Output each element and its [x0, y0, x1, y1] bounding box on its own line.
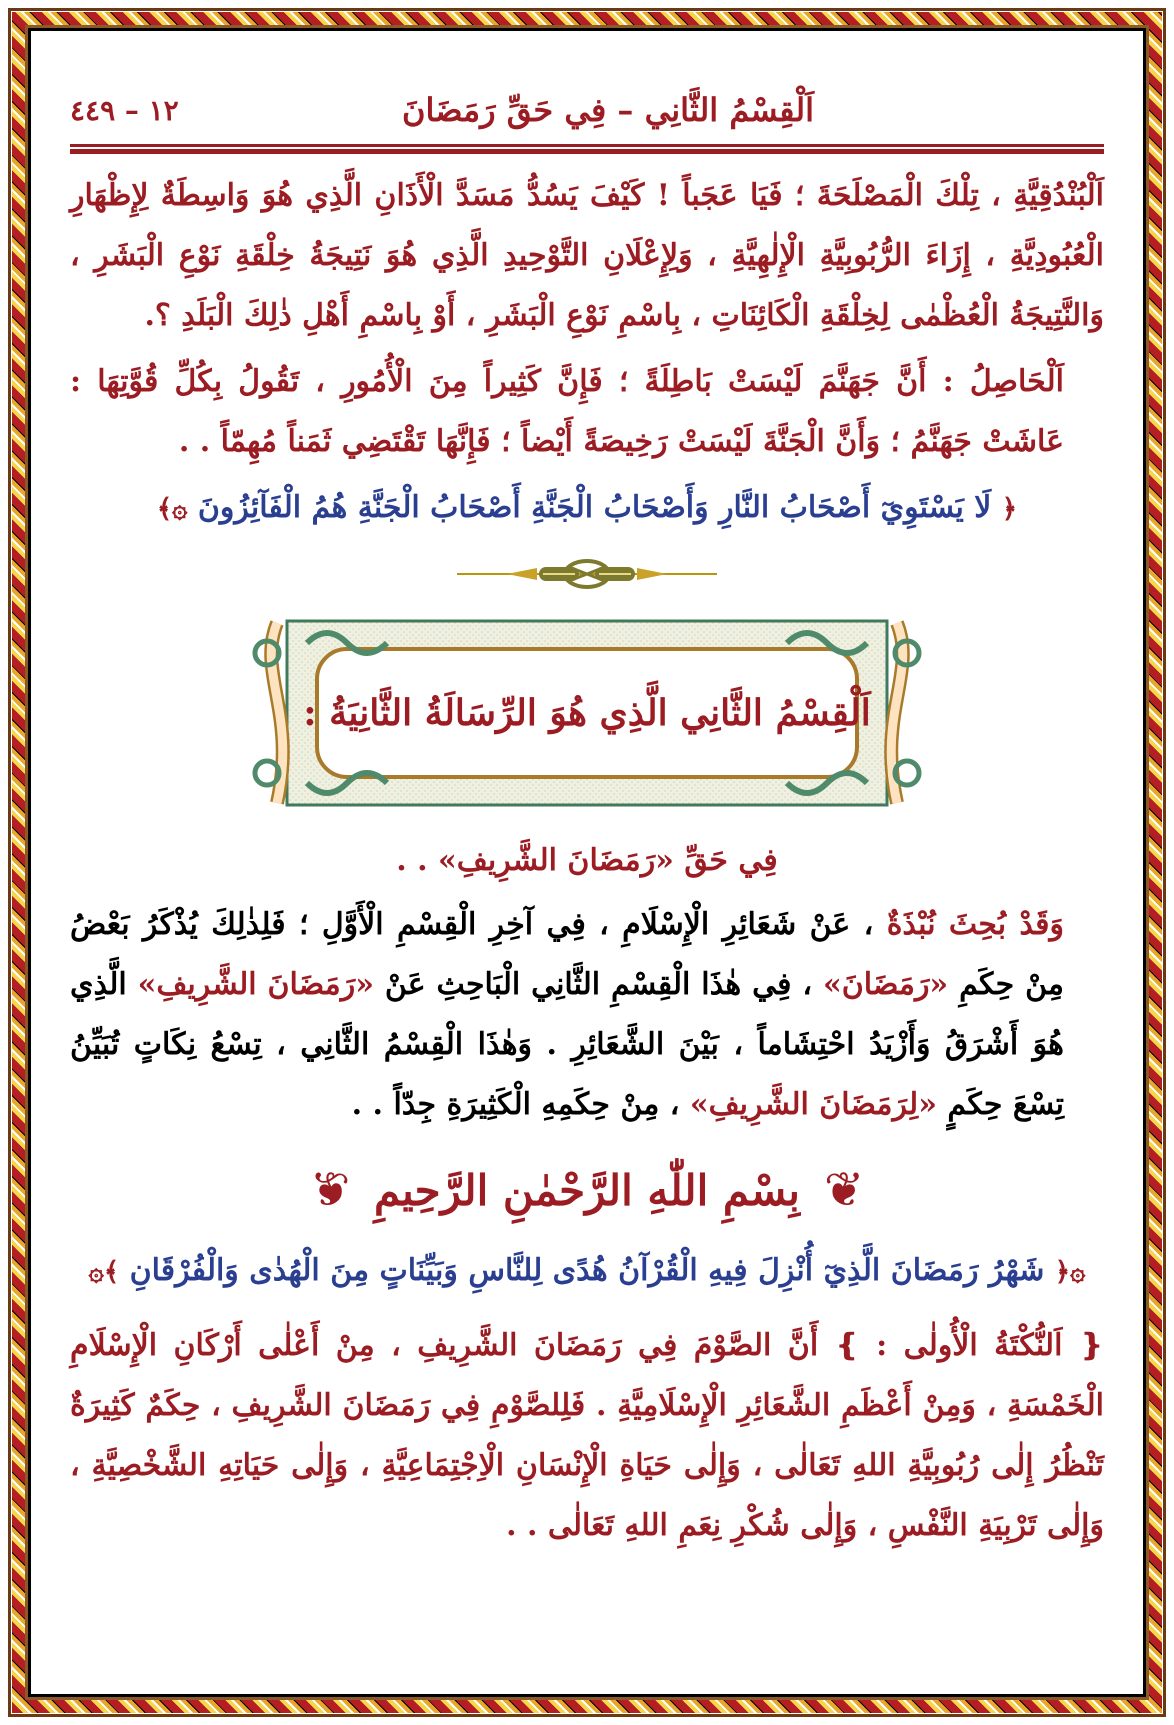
verse-1-text: لَا يَسْتَوِيٓ أَصْحَابُ النَّارِ وَأَصْحَابُ الْجَنَّةِ أَصْحَابُ الْجَنَّةِ هُمُ الْفَآئِزُونَ [197, 490, 992, 525]
verse-2-text: شَهْرُ رَمَضَانَ الَّذِيٓ أُنْزِلَ فِيهِ الْقُرْآنُ هُدًى لِلنَّاسِ وَبَيِّنَاتٍ مِنَ الْهُدٰى وَالْفُرْقَانِ [129, 1253, 1045, 1288]
bismillah-calligraphy [70, 1145, 1104, 1235]
intro-paragraph [70, 895, 1104, 1135]
page-number: ١٢ – ٤٤٩ [70, 93, 179, 127]
header-double-rule [70, 144, 1104, 154]
nukta-1-paragraph [70, 1316, 1104, 1556]
intro-text-4: ، فِي هٰذَا الْقِسْمِ الثَّانِي الْبَاحِثِ عَنْ [373, 967, 823, 1002]
intro-open-quote: « [918, 1087, 937, 1122]
nukta-open-bracket-icon: ❴ [1078, 1328, 1104, 1363]
section-title: اَلْقِسْمُ الثَّانِي الَّذِي هُوَ الرِّسَالَةُ الثَّانِيَةُ : [303, 692, 871, 734]
paragraph-2: اَلْحَاصِلُ : أَنَّ جَهَنَّمَ لَيْسَتْ بَاطِلَةً ؛ فَإِنَّ كَثِيراً مِنَ الْأُمُورِ ، تَقُولُ بِكُلِّ قُوَّتِهَا : عَاشَتْ جَهَنَّمُ ؛ وَأَنَّ الْجَنَّةَ لَيْسَتْ رَخِيصَةً أَيْضاً ؛ فَإِنَّهَا تَقْتَضِي ثَمَناً مُهِمّاً . . [70, 364, 1064, 459]
intro-highlight-1: وَقَدْ بُحِثَ نُبْذَةٌ [886, 907, 1064, 942]
intro-text-6: الَّذِي هُوَ أَشْرَقُ وَأَزْيَدُ احْتِشَاماً ، بَيْنَ الشَّعَائِرِ . وَهٰذَا الْقِسْمُ الثَّانِي ، تِسْعُ نِكَاتٍ تُبَيِّنُ تِسْعَ حِكَمٍ [70, 967, 1064, 1122]
quran-verse-2 [70, 1241, 1104, 1302]
bismillah-left-ornament-icon: ❦ [309, 1162, 351, 1218]
intro-highlight-ramadan-sharif: «رَمَضَانَ الشَّرِيفِ» [137, 967, 374, 1002]
verse-2-open-bracket-icon: ۞﴿ [1054, 1257, 1086, 1287]
running-header [70, 80, 1104, 140]
intro-highlight-ramadan: «رَمَضَانَ» [822, 967, 949, 1002]
intro-text-2: ، عَنْ شَعَائِرِ الْإِسْلَامِ ، فِي آخِرِ الْقِسْمِ الْأَوَّلِ ؛ فَلِذٰلِكَ يُذْكَرُ بَعْضُ مِنْ حِكَمِ [70, 907, 1064, 1002]
ornamental-divider [70, 549, 1104, 599]
section-subheading: فِي حَقِّ «رَمَضَانَ الشَّرِيفِ» . . [396, 843, 778, 878]
quran-verse-1 [70, 478, 1104, 539]
bismillah-text: بِسْمِ اللّٰهِ الرَّحْمٰنِ الرَّحِيمِ [374, 1165, 800, 1215]
page-content [70, 80, 1104, 1556]
nukta-close-bracket-icon: ❵ [834, 1328, 860, 1363]
running-header-title: اَلْقِسْمُ الثَّانِي – فِي حَقِّ رَمَضَانَ [401, 91, 814, 129]
paragraph-1: اَلْبُنْدُقِيَّةِ ، تِلْكَ الْمَصْلَحَةَ ؛ فَيَا عَجَباً ! كَيْفَ يَسُدُّ مَسَدَّ الْأَذَانِ الَّذِي هُوَ وَاسِطَةٌ لِإِظْهَارِ الْعُبُودِيَّةِ ، إِزَاءَ الرُّبُوبِيَّةِ الْإِلٰهِيَّةِ ، وَلِإِعْلَانِ التَّوْحِيدِ الَّذِي هُوَ نَتِيجَةُ خِلْقَةِ نَوْعِ الْبَشَرِ ، وَالنَّتِيجَةُ الْعُظْمٰى لِخِلْقَةِ الْكَائِنَاتِ ، بِاسْمِ نَوْعِ الْبَشَرِ ، أَوْ بِاسْمِ أَهْلِ ذٰلِكَ الْبَلَدِ ؟. [70, 178, 1104, 333]
bismillah-right-ornament-icon: ❦ [823, 1162, 865, 1218]
nukta-1-body: أَنَّ الصَّوْمَ فِي رَمَضَانَ الشَّرِيفِ ، مِنْ أَعْلٰى أَرْكَانِ الْإِسْلَامِ الْخَمْسَةِ ، وَمِنْ أَعْظَمِ الشَّعَائِرِ الْإِسْلَامِيَّةِ . فَلِلصَّوْمِ فِي رَمَضَانَ الشَّرِيفِ ، حِكَمٌ كَثِيرَةٌ تَنْظُرُ إِلٰى رُبُوبِيَّةِ اللهِ تَعَالٰى ، وَإِلٰى حَيَاةِ الْإِنْسَانِ الْاِجْتِمَاعِيَّةِ ، وَإِلٰى حَيَاتِهِ الشَّخْصِيَّةِ ، وَإِلٰى تَرْبِيَةِ النَّفْسِ ، وَإِلٰى شُكْرِ نِعَمِ اللهِ تَعَالٰى . . [70, 1328, 1104, 1543]
intro-highlight-li-ramadan: لِرَمَضَانَ الشَّرِيفِ» [689, 1087, 919, 1122]
ornamental-divider-icon [457, 557, 717, 591]
verse-2-close-bracket-icon: ﴾۞ [88, 1257, 120, 1287]
section-title-banner [247, 613, 927, 813]
intro-text-8: ، مِنْ حِكَمِهِ الْكَثِيرَةِ جِدّاً . . [351, 1087, 690, 1122]
verse-open-bracket-icon: ﴿ [1001, 494, 1018, 524]
nukta-1-label: اَلنُّكْتَةُ الْأُولٰى : [876, 1328, 1063, 1363]
verse-close-bracket-icon: ۞﴾ [156, 494, 188, 524]
